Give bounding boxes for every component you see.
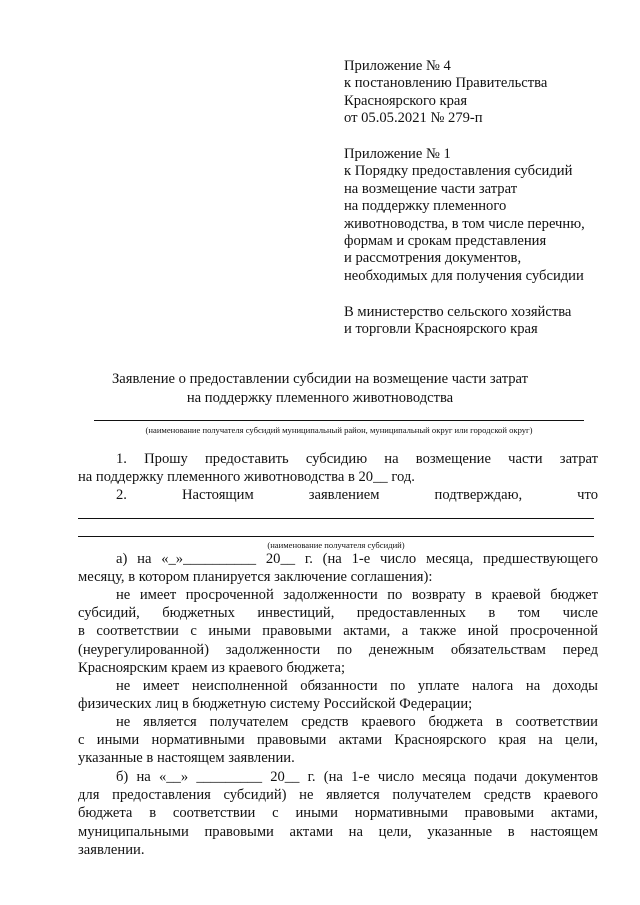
item-line: не имеет просроченной задолженности по возврату в краевой бюджет	[116, 587, 598, 603]
addressee-line: и торговли Красноярского края	[344, 321, 538, 338]
annex-4-line: Приложение № 4	[344, 58, 451, 74]
annex-4-line: Красноярского края	[344, 92, 468, 109]
item-line: в соответствии с иными правовыми актами, а также иной просроченной	[78, 623, 598, 640]
subsection-b-line: заявлении.	[78, 841, 145, 858]
addressee-line: В министерство сельского хозяйства	[344, 304, 572, 320]
item-line: физических лиц в бюджетную систему Российской Федерации;	[78, 696, 473, 713]
paragraph-1	[78, 450, 598, 486]
subsection-b-line: б) на «__» _________ 20__ г. (на 1-е число месяца подачи документов	[116, 769, 598, 785]
annex-4-line: к постановлению Правительства	[344, 75, 548, 92]
recipient-area-line	[94, 420, 584, 421]
item-line: указанные в настоящем заявлении.	[78, 750, 295, 767]
recipient-line-1	[78, 518, 594, 519]
recipient-line-2	[78, 536, 594, 537]
annex-1-line: к Порядку предоставления субсидий	[344, 163, 573, 180]
subsection-a-line: месяцу, в котором планируется заключение соглашения):	[78, 569, 433, 586]
annex-1-line: необходимых для получения субсидии	[344, 267, 584, 284]
annex-1-header	[344, 146, 630, 285]
subsection-b-line: муниципальными правовыми актами на цели, указанные в настоящем	[78, 823, 598, 840]
item-line: с иными нормативными правовыми актами Красноярского края на цели,	[78, 732, 598, 749]
annex-1-line: животноводства, в том числе перечню,	[344, 215, 585, 232]
annex-1-line: на возмещение части затрат	[344, 180, 518, 197]
paragraph-1-line: на поддержку племенного животноводства в 20__ год.	[78, 469, 415, 486]
title-line: на поддержку племенного животноводства	[186, 389, 454, 406]
item-line: субсидий, бюджетных инвестиций, предоставленных в том числе	[78, 605, 598, 622]
annex-1-line: формам и срокам представления	[344, 233, 547, 250]
paragraph-2	[78, 486, 598, 504]
annex-1-line: и рассмотрения документов,	[344, 250, 522, 267]
recipient-caption: (наименование получателя субсидий)	[267, 540, 405, 550]
recipient-area-caption: (наименование получателя субсидий муниципальный район, муниципальный округ или городской округ)	[145, 425, 533, 435]
subsection-b-line: бюджета в соответствии с иными нормативными правовыми актами,	[78, 805, 598, 822]
item-line: Красноярским краем из краевого бюджета;	[78, 659, 345, 676]
subsection-a-item-1	[78, 586, 598, 677]
subsection-a-item-2	[78, 677, 598, 713]
annex-1-line: на поддержку племенного	[344, 198, 507, 215]
title-line: Заявление о предоставлении субсидии на возмещение части затрат	[111, 371, 529, 387]
item-line: не является получателем средств краевого бюджета в соответствии	[116, 714, 598, 730]
document-title	[0, 370, 640, 407]
addressee	[344, 304, 630, 339]
annex-4-line: от 05.05.2021 № 279-п	[344, 110, 483, 127]
annex-4-header	[344, 58, 630, 128]
annex-1-line: Приложение № 1	[344, 146, 451, 162]
paragraph-1-line: 1. Прошу предоставить субсидию на возмещение части затрат	[116, 451, 598, 467]
subsection-b	[78, 768, 598, 859]
subsection-b-line: для предоставления субсидий) не является получателем средств краевого	[78, 787, 598, 804]
paragraph-2-line: 2. Настоящим заявлением подтверждаю, что	[116, 487, 598, 503]
subsection-a	[78, 550, 598, 586]
item-line: не имеет неисполненной обязанности по уплате налога на доходы	[116, 678, 598, 694]
item-line: (неурегулированной) задолженности по денежным обязательствам перед	[78, 641, 598, 658]
subsection-a-item-3	[78, 713, 598, 768]
subsection-a-line: а) на «_»__________ 20__ г. (на 1-е число месяца, предшествующего	[116, 551, 598, 567]
